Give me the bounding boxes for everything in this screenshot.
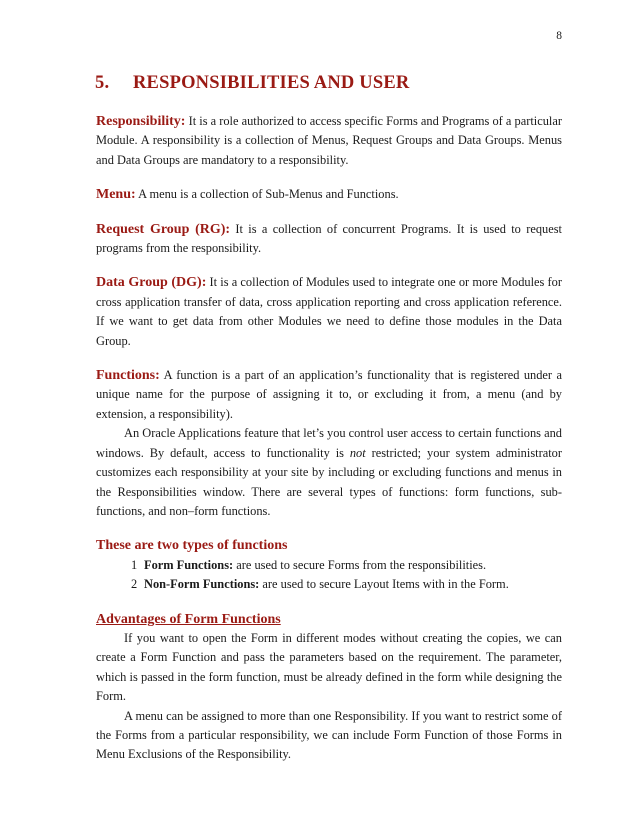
section-heading — [95, 73, 409, 94]
functions-paragraph — [96, 366, 562, 424]
functions-paragraph-2: An Oracle Applications feature that let’s you control user access to certain functions and windows. By default, access to functionality is not restricted; your system administrator customizes each responsibility at your site by including or excluding functions and menus in the Responsibilities window. There are several types of functions: form functions, sub-functions, and non–form functions. — [96, 426, 562, 518]
function-types-heading: These are two types of functions — [96, 538, 288, 554]
document-body — [96, 112, 562, 765]
menu-term: Menu: — [96, 187, 136, 203]
section-number: 5. — [95, 73, 110, 93]
functions-term: Functions: — [96, 368, 160, 384]
responsibility-term: Responsibility: — [96, 114, 186, 129]
request-group-paragraph — [96, 220, 562, 259]
request-group-term: Request Group (RG): — [96, 221, 231, 237]
emphasis-not: not — [349, 445, 366, 460]
page-number: 8 — [556, 30, 562, 42]
menu-text: A menu is a collection of Sub-Menus and Functions. — [138, 187, 399, 202]
functions-text: A function is a part of an application’s functionality that is registered under a unique name for the purpose of assigning it to, or excluding it from, a menu (and by extension, a responsibility). — [96, 368, 562, 421]
advantages-heading: Advantages of Form Functions — [96, 611, 281, 627]
data-group-text: It is a collection of Modules used to integrate one or more Modules for cross application transfer of data, cross application reporting and cross application reference. If we want to get data from other Modules we need to define those modules in the Data Group. — [96, 275, 562, 348]
responsibility-paragraph — [96, 112, 562, 170]
section-title: RESPONSIBILITIES AND USER — [133, 73, 410, 93]
data-group-term: Data Group (DG): — [96, 275, 207, 291]
responsibility-text: It is a role authorized to access specific Forms and Programs of a particular Module. A responsibility is a collection of Menus, Request Groups and Data Groups. Menus and Data Groups are mandatory to a responsibility. — [96, 114, 562, 167]
list-item: 1 Form Functions: are used to secure Forms from the responsibilities. — [131, 557, 487, 572]
advantages-paragraph-1: If you want to open the Form in different modes without creating the copies, we can create a Form Function and pass the parameters based on the requirement. The parameter, which is passed in the form function, must be already defined in the form while designing the Form. — [96, 630, 562, 704]
menu-paragraph — [96, 185, 562, 204]
request-group-text: It is a collection of concurrent Programs. It is used to request programs from the responsibility. — [96, 221, 562, 256]
data-group-paragraph — [96, 273, 562, 351]
advantages-paragraph-2: A menu can be assigned to more than one Responsibility. If you want to restrict some of the Forms from a particular responsibility, we can include Form Function of those Forms in Menu Exclusions of the Responsibility. — [96, 708, 562, 762]
function-types-list — [96, 556, 562, 595]
list-item: 2 Non-Form Functions: are used to secure Layout Items with in the Form. — [131, 577, 509, 592]
